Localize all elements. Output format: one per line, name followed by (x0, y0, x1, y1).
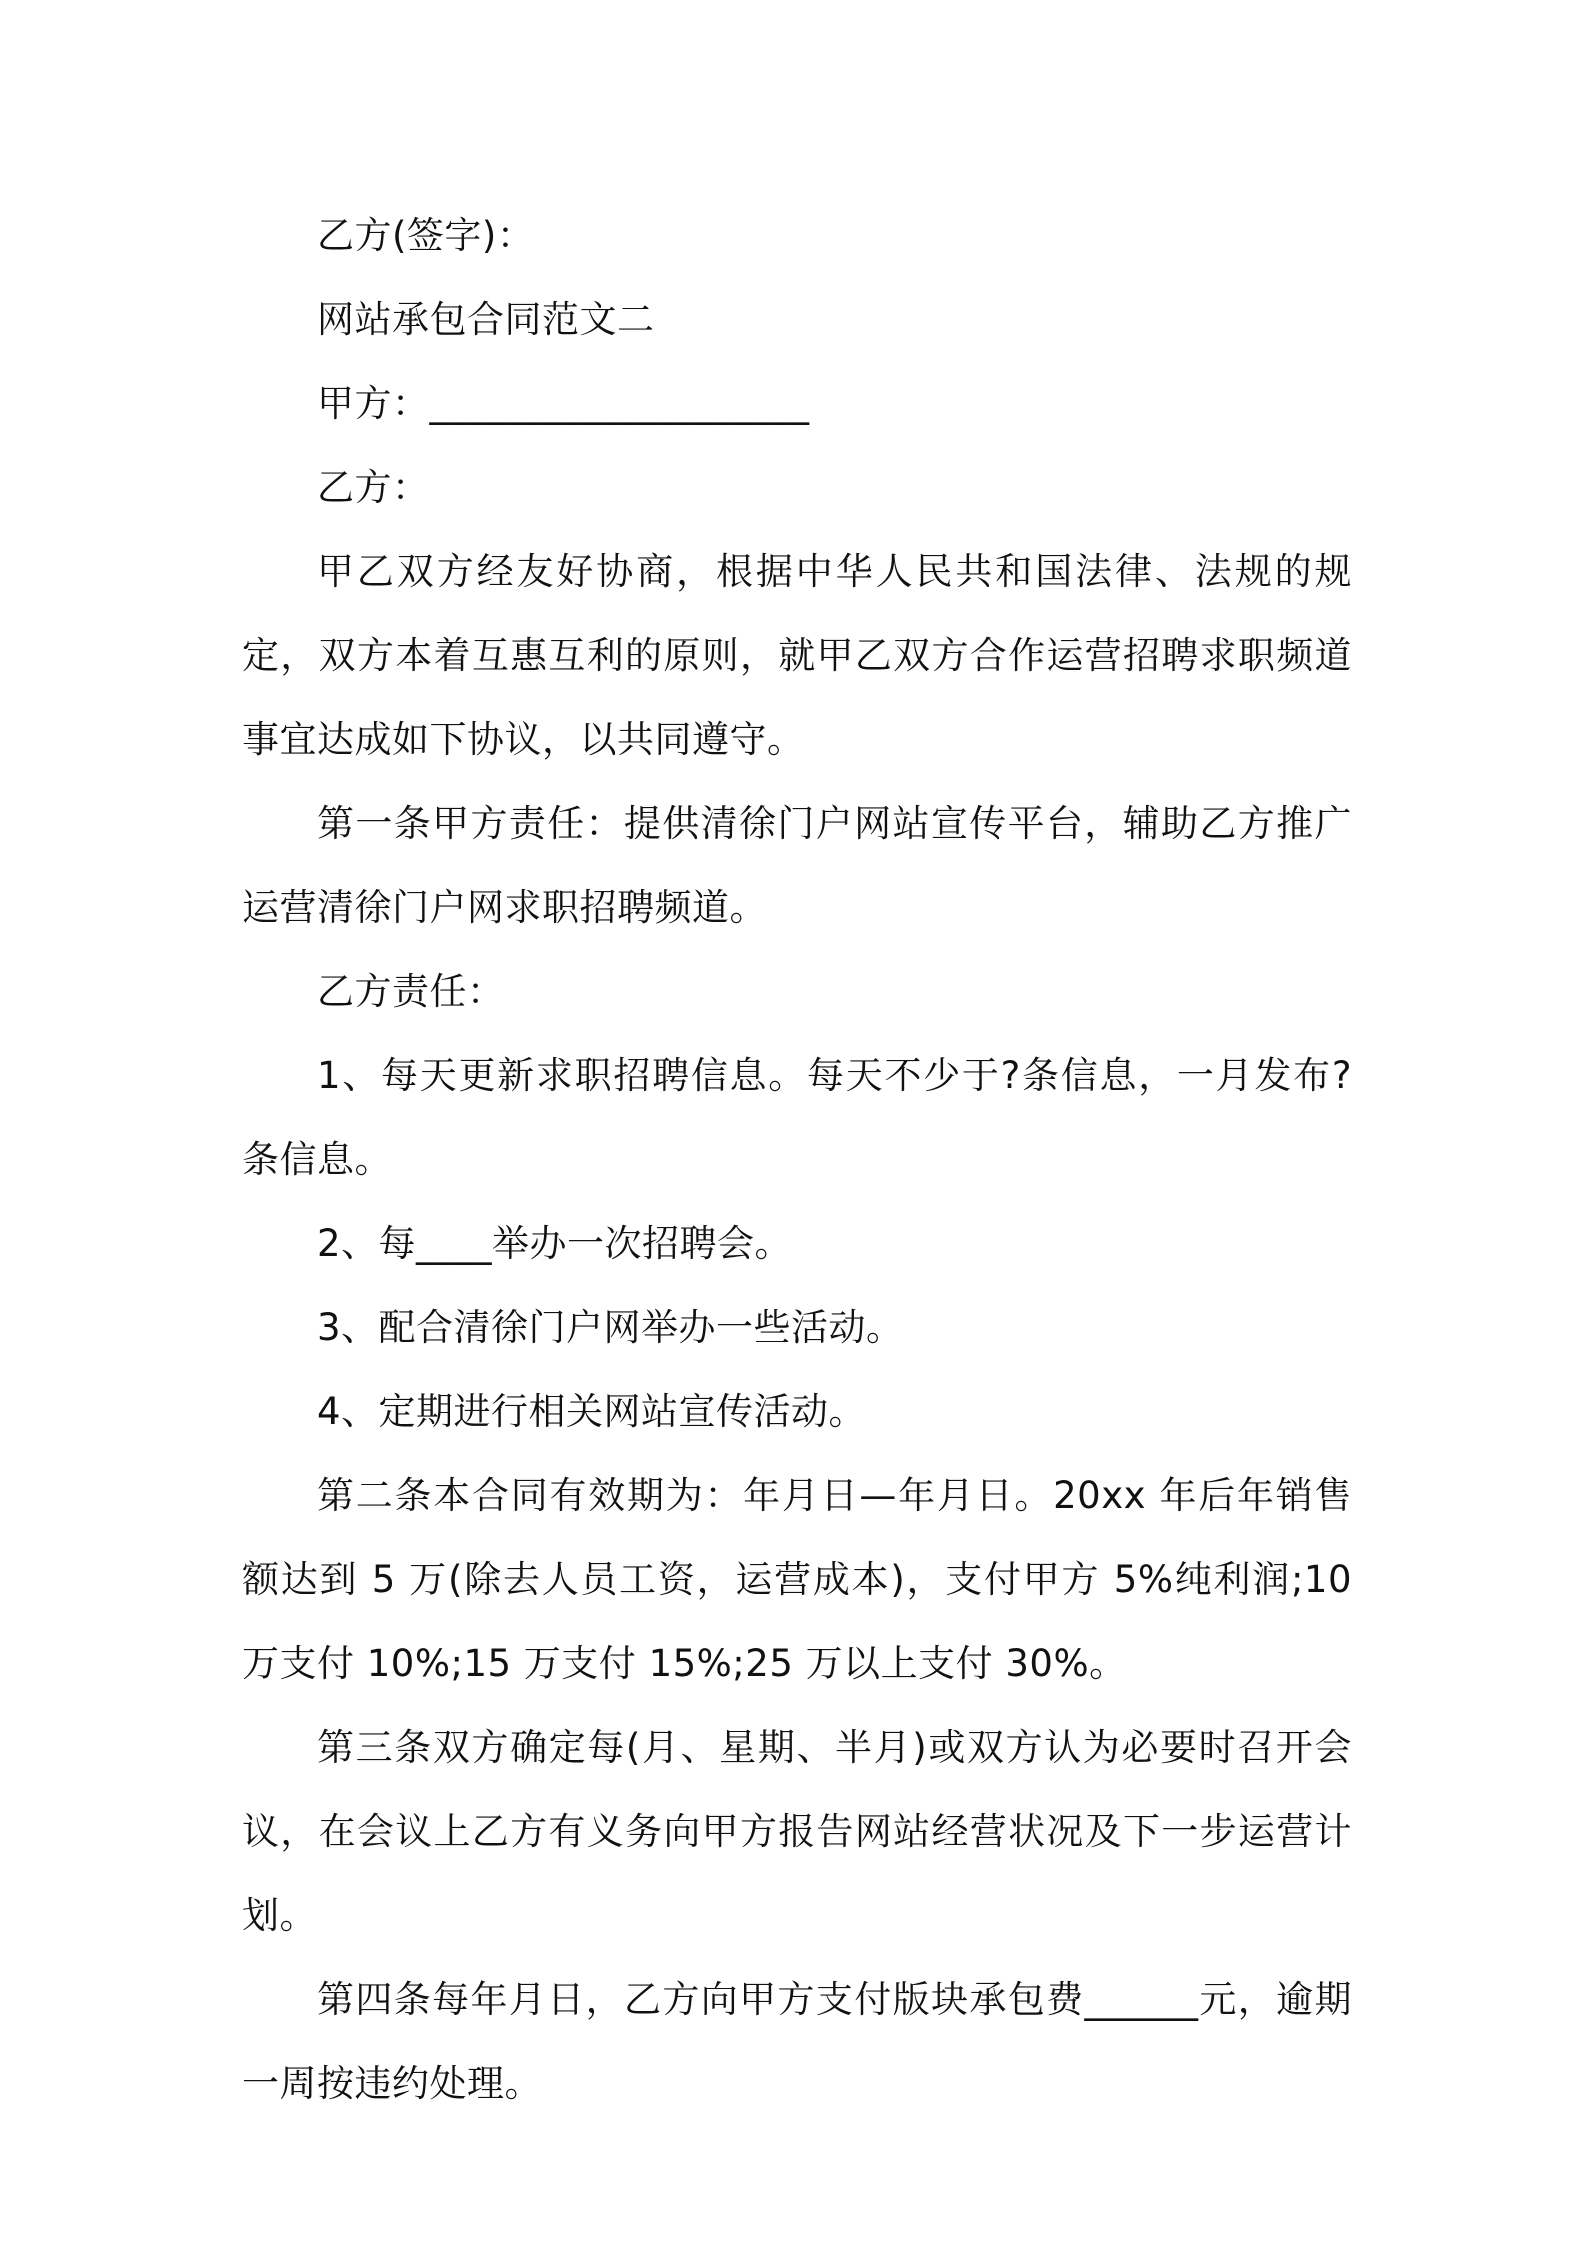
article-3-meetings: 第三条双方确定每(月、星期、半月)或双方认为必要时召开会议，在会议上乙方有义务向甲方报告网站经营状况及下一步运营计划。 (242, 1726, 1352, 1937)
preamble-paragraph: 甲乙双方经友好协商，根据中华人民共和国法律、法规的规定，双方本着互惠互利的原则，就甲乙双方合作运营招聘求职频道事宜达成如下协议，以共同遵守。 (242, 550, 1352, 761)
article-1-party-a-duty: 第一条甲方责任：提供清徐门户网站宣传平台，辅助乙方推广运营清徐门户网求职招聘频道。 (242, 802, 1352, 929)
party-b-duty-item-1: 1、每天更新求职招聘信息。每天不少于?条信息，一月发布?条信息。 (242, 1054, 1352, 1181)
party-b-duty-heading: 乙方责任： (317, 970, 505, 1013)
party-b-field: 乙方： (317, 466, 430, 509)
article-4-fee: 第四条每年月日，乙方向甲方支付版块承包费______元，逾期一周按违约处理。 (242, 1978, 1352, 2105)
article-2-term: 第二条本合同有效期为：年月日—年月日。20xx 年后年销售额达到 5 万(除去人员工资，运营成本)，支付甲方 5%纯利润;10 万支付 10%;15 万支付 15%;25 万以上支付 30%。 (242, 1474, 1352, 1685)
party-b-duty-item-4: 4、定期进行相关网站宣传活动。 (317, 1390, 867, 1433)
party-b-duty-item-3: 3、配合清徐门户网举办一些活动。 (317, 1306, 904, 1349)
party-b-duty-item-2: 2、每____举办一次招聘会。 (317, 1222, 793, 1265)
contract-title: 网站承包合同范文二 (317, 298, 655, 341)
party-a-field: 甲方：____________________ (317, 382, 810, 425)
party-b-signature-line: 乙方(签字)： (317, 214, 535, 257)
contract-body (242, 194, 1352, 2126)
